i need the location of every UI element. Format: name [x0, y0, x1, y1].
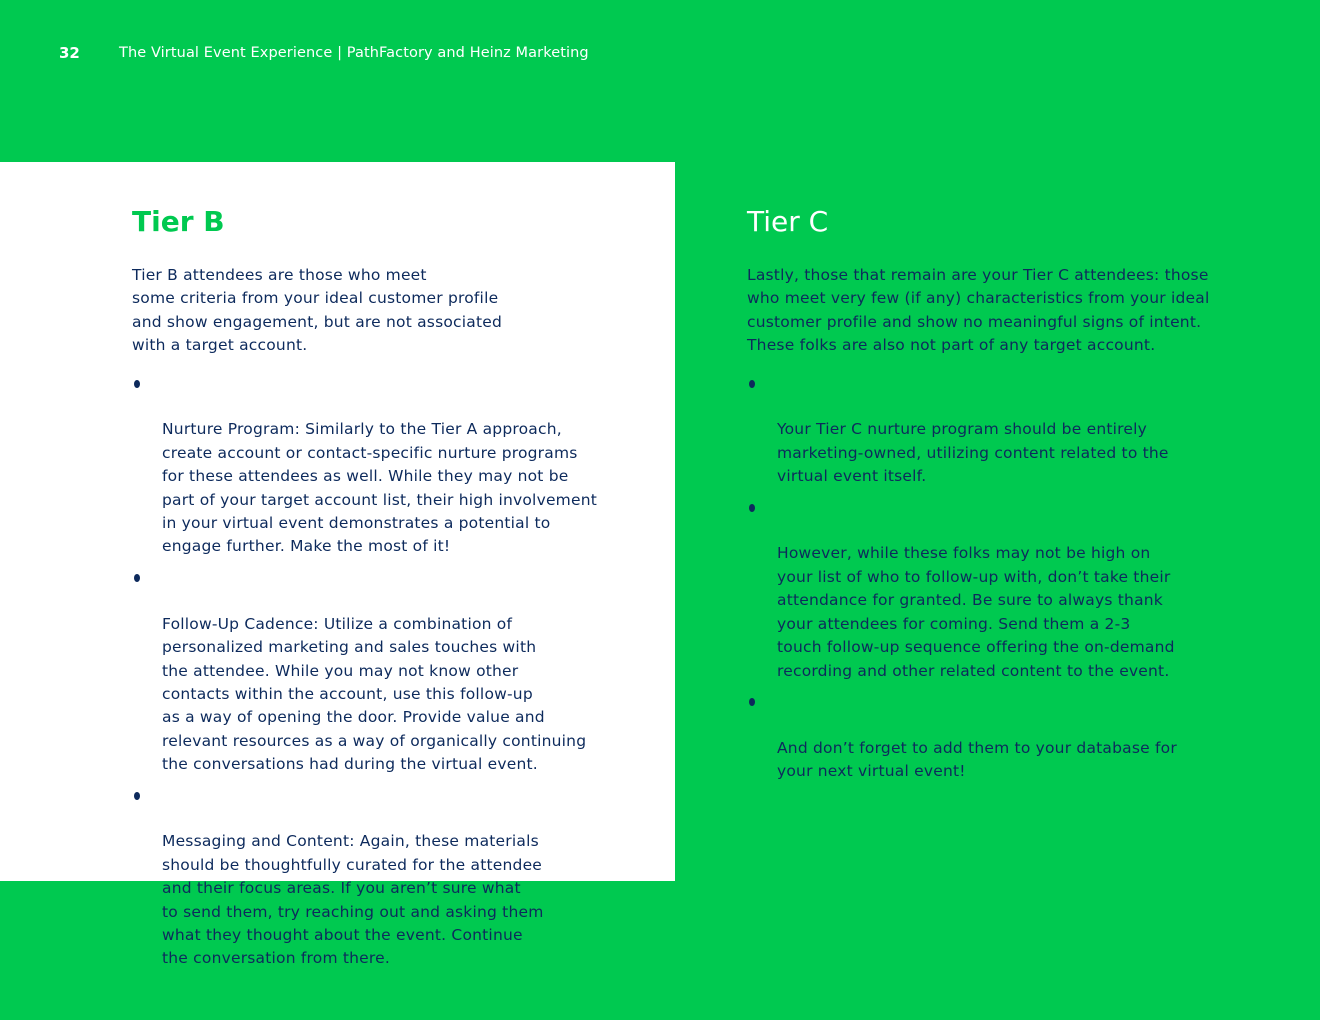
tier-b-section [132, 204, 622, 978]
bullet-icon [134, 380, 140, 388]
list-item [747, 496, 1247, 683]
tier-c-intro: Lastly, those that remain are your Tier C attendees: those who meet very few (if any) characteristics from your ideal customer profile and show no meaningful signs of intent. These folks are also not part of any target account. [747, 266, 1210, 355]
list-item [132, 566, 622, 777]
bullet-text: Messaging and Content: Again, these materials should be thoughtfully curated for the attendee and their focus areas. If you aren’t sure what to send them, try reaching out and asking them what they thought about the event. Continue the conversation from there. [162, 832, 544, 968]
bullet-text: However, while these folks may not be high on your list of who to follow-up with, don’t take their attendance for granted. Be sure to always thank your attendees for coming. Send them a 2-3 touch follow-up sequence offering the on-demand recording and other related content to the event. [777, 544, 1175, 680]
page-header [59, 40, 589, 66]
tier-b-intro: Tier B attendees are those who meet some criteria from your ideal customer profile and show engagement, but are not associated with a target account. [132, 266, 503, 355]
tier-c-bullet-list [747, 372, 1247, 784]
bullet-icon [749, 504, 755, 512]
bullet-text: Follow-Up Cadence: Utilize a combination of personalized marketing and sales touches with the attendee. While you may not know other contacts within the account, use this follow-up as a way of opening the door. Provide value and relevant resources as a way of organically continuing the conversations had during the virtual event. [162, 614, 587, 774]
tier-c-section [747, 204, 1247, 791]
bullet-icon [134, 574, 140, 582]
document-title: The Virtual Event Experience | PathFactory and Heinz Marketing [119, 45, 589, 61]
page-number: 32 [59, 44, 80, 62]
list-item [132, 372, 622, 559]
bullet-icon [134, 792, 140, 800]
bullet-text: And don’t forget to add them to your database for your next virtual event! [777, 738, 1177, 781]
tier-b-heading: Tier B [132, 205, 225, 238]
bullet-icon [749, 698, 755, 706]
tier-c-heading: Tier C [747, 205, 829, 238]
bullet-text: Nurture Program: Similarly to the Tier A approach, create account or contact-specific nurture programs for these attendees as well. While they may not be part of your target account list, their high involvement in your virtual event demonstrates a potential to engage further. Make the most of it! [162, 420, 598, 556]
list-item [132, 784, 622, 971]
list-item [747, 690, 1247, 784]
bullet-text: Your Tier C nurture program should be entirely marketing-owned, utilizing content related to the virtual event itself. [777, 420, 1169, 486]
list-item [747, 372, 1247, 489]
tier-b-bullet-list [132, 372, 622, 971]
bullet-icon [749, 380, 755, 388]
